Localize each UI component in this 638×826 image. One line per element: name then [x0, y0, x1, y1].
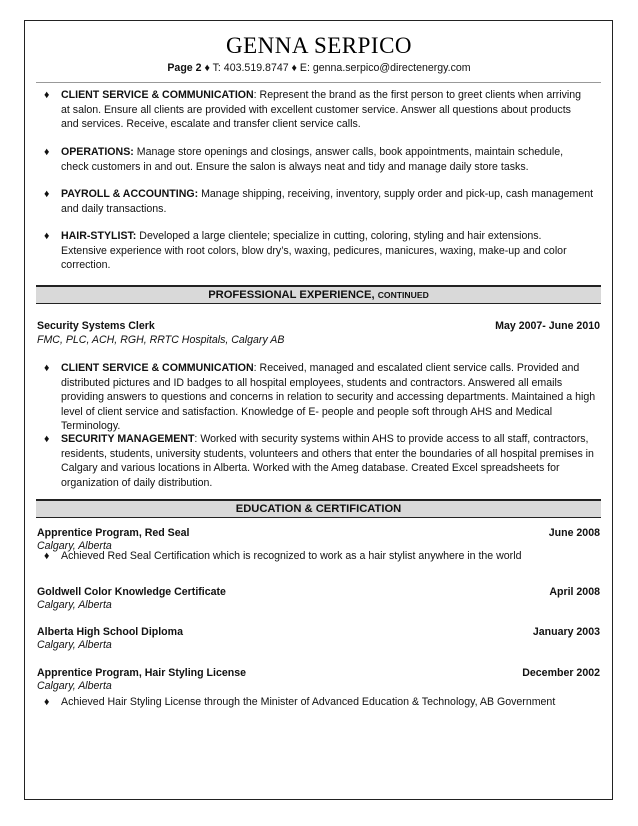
education-note: ♦ Achieved Hair Styling License through the Minister of Advanced Education & Technology, AB Government — [44, 696, 556, 708]
diamond-bullet-icon: ♦ — [44, 188, 50, 200]
bullet-title: CLIENT SERVICE & COMMUNICATION — [61, 89, 254, 101]
experience-bullet-security: ♦ SECURITY MANAGEMENT: Worked with security systems within AHS to provide access to all staff, contractors, residents, students, university students, volunteers and others that enter the boundaries of all hospital premises in Calgary and various locations in Alberta. Worked with the Ameg database. Created Excel spreadsheets for organization of daily distribution. — [44, 433, 594, 489]
bullet-title: PAYROLL & ACCOUNTING: — [61, 188, 199, 200]
summary-bullet-hair-stylist — [44, 229, 579, 273]
education-location: Calgary, Alberta — [37, 680, 112, 692]
diamond-bullet-icon: ♦ — [44, 89, 50, 101]
education-date: June 2008 — [548, 527, 600, 539]
bullet-body: Worked with security systems within AHS to provide access to all staff, contractors, residents, students, university students, volunteers and others that enter the boundaries of all hospital premises in Calgary and various locations in Alberta. Worked with the Ameg database. Created Excel spreadsheets for organization of daily distribution. — [61, 433, 594, 489]
education-date: April 2008 — [549, 586, 600, 598]
job-organization: FMC, PLC, ACH, RGH, RRTC Hospitals, Calgary AB — [37, 334, 285, 346]
bullet-body: Manage store openings and closings, answer calls, book appointments, maintain schedule, check customers in and out. Ensure the salon is always neat and tidy and manage daily store tasks. — [61, 146, 564, 173]
bullet-body: Developed a large clientele; specialize in cutting, coloring, styling and hair extensions. Extensive experience with root colors, blow dry’s, waxing, pedicures, manicures, waxing, make-up and color correction. — [61, 230, 567, 271]
section-heading-education: EDUCATION & CERTIFICATION — [36, 499, 601, 518]
section-heading-experience: PROFESSIONAL EXPERIENCE, CONTINUED — [36, 285, 601, 304]
bullet-title: HAIR-STYLIST: — [61, 230, 137, 242]
contact-line — [0, 62, 638, 74]
diamond-bullet-icon: ♦ — [44, 696, 50, 708]
education-title: Alberta High School Diploma — [37, 626, 183, 638]
bullet-title: CLIENT SERVICE & COMMUNICATION — [61, 362, 254, 374]
diamond-bullet-icon: ♦ — [44, 362, 50, 374]
diamond-bullet-icon: ♦ — [44, 146, 50, 158]
diamond-bullet-icon: ♦ — [44, 433, 50, 445]
summary-bullet-operations — [44, 145, 584, 174]
bullet-body: Received, managed and escalated client service calls. Provided and distributed pictures and ID badges to all hospital employees, students and contractors. Answered all emails providing answers to questions and concerns in relation to security and accessing departments. Maintained a high level of client service and satisfaction. Knowledge of E- people and people soft through AHS and Medical Terminology. — [61, 362, 596, 432]
header-divider — [36, 82, 601, 83]
education-title: Apprentice Program, Hair Styling License — [37, 667, 246, 679]
bullet-body: Manage shipping, receiving, inventory, supply order and pick-up, cash management and daily transactions. — [61, 188, 594, 215]
page-label: Page 2 — [167, 62, 202, 74]
bullet-title: OPERATIONS: — [61, 146, 134, 158]
summary-bullet-client-service: ♦ CLIENT SERVICE & COMMUNICATION: Represent the brand as the first person to greet clients when arriving at salon. Ensure all clients are provided with excellent customer service. Answer all questions about products and services. Receive, escalate and transfer client service calls. — [44, 89, 582, 130]
job-title: Security Systems Clerk — [37, 320, 155, 332]
education-title: Goldwell Color Knowledge Certificate — [37, 586, 226, 598]
education-date: December 2002 — [522, 667, 600, 679]
job-dates: May 2007- June 2010 — [495, 320, 600, 332]
bullet-body: Represent the brand as the first person to greet clients when arriving at salon. Ensure all clients are provided with excellent customer service. Answer all questions about products and services. Receive, escalate and transfer client service calls. — [61, 89, 582, 130]
diamond-bullet-icon: ♦ — [44, 230, 50, 242]
education-note: ♦ Achieved Red Seal Certification which is recognized to work as a hair stylist anywhere in the world — [44, 550, 522, 562]
education-location: Calgary, Alberta — [37, 639, 112, 651]
education-location: Calgary, Alberta — [37, 540, 112, 552]
education-date: January 2003 — [532, 626, 600, 638]
summary-bullet-payroll — [44, 187, 594, 216]
resume-name: GENNA SERPICO — [225, 33, 413, 58]
diamond-bullet-icon: ♦ — [44, 550, 50, 562]
education-location: Calgary, Alberta — [37, 599, 112, 611]
contact-details: ♦ T: 403.519.8747 ♦ E: genna.serpico@directenergy.com — [204, 62, 471, 74]
experience-bullet-client-service: ♦ CLIENT SERVICE & COMMUNICATION: Received, managed and escalated client service calls. Provided and distributed pictures and ID badges to all hospital employees, students and contractors. Answered all emails providing answers to questions and concerns in relation to security and accessing departments. Maintained a high level of client service and satisfaction. Knowledge of E- people and people soft through AHS and Medical Terminology. — [44, 362, 596, 432]
bullet-title: SECURITY MANAGEMENT — [61, 433, 195, 445]
education-title: Apprentice Program, Red Seal — [37, 527, 190, 539]
